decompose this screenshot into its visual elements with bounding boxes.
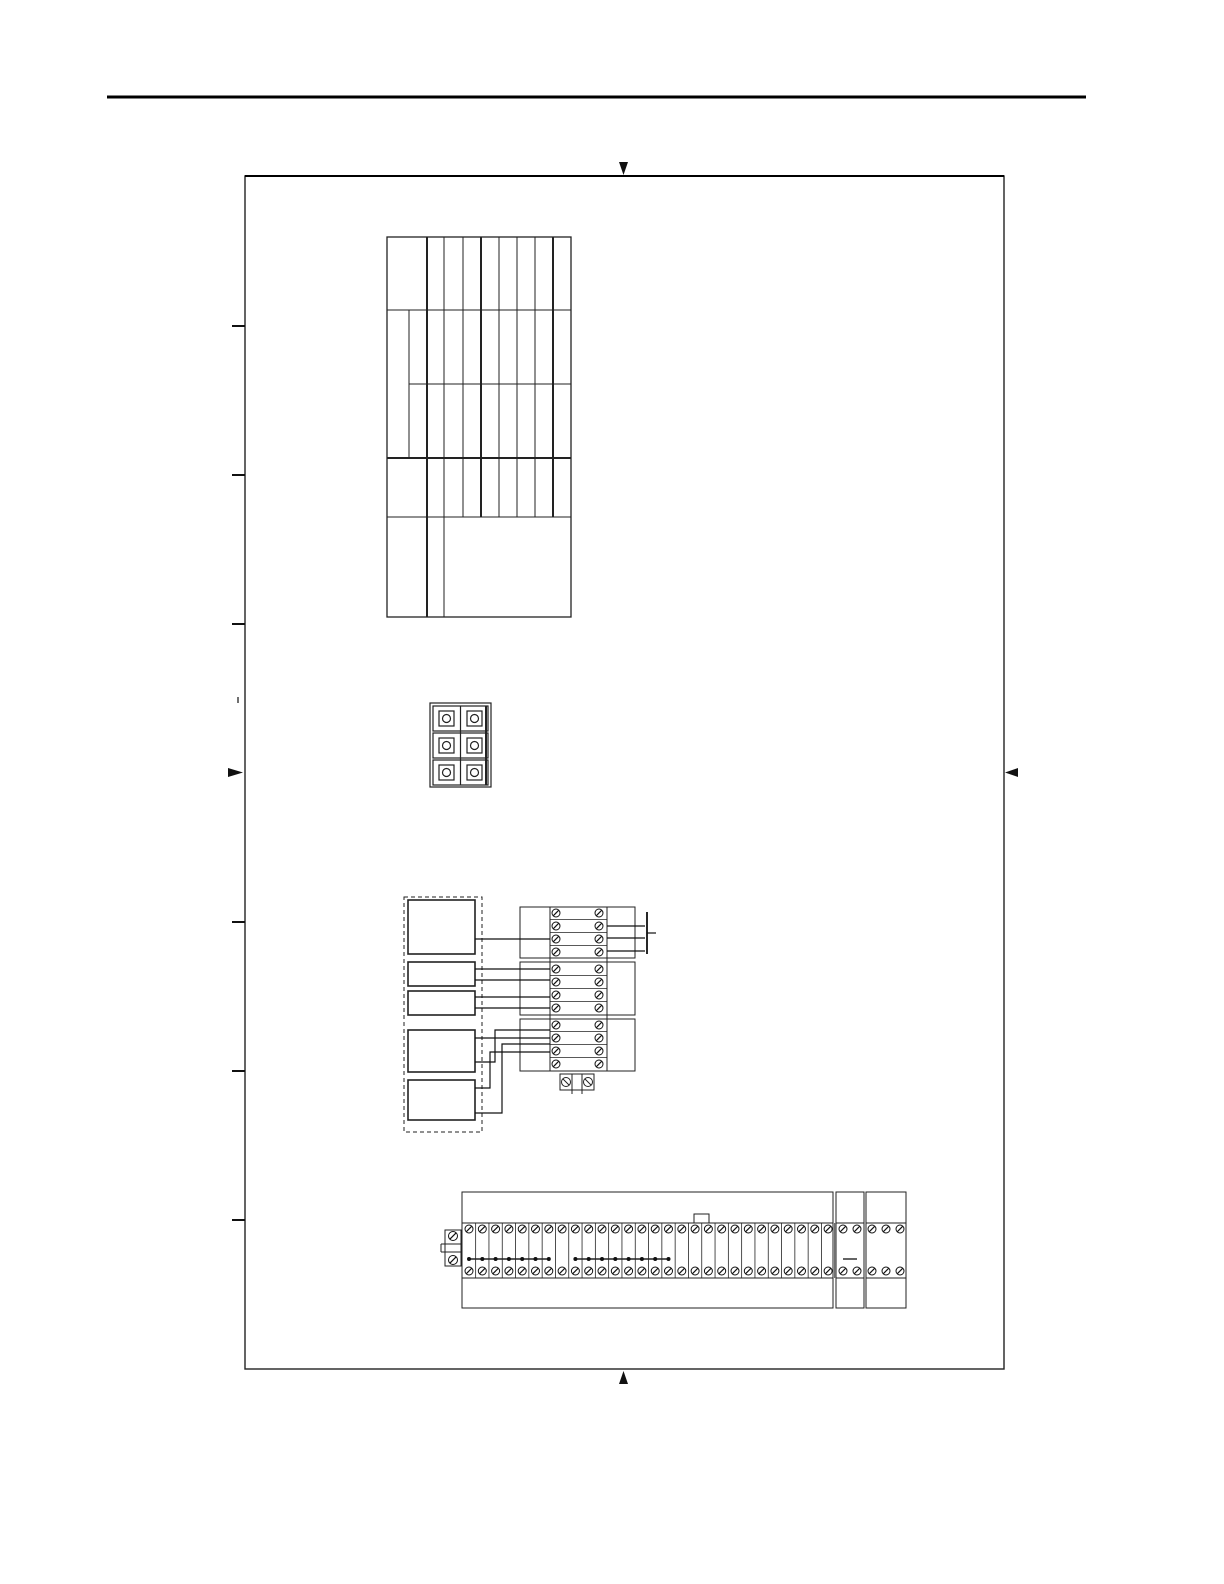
- panel-terminal-screw: [595, 1047, 603, 1055]
- panel-terminal-screw: [552, 1004, 560, 1012]
- strip-terminal-screw-bottom: [718, 1267, 726, 1275]
- strip-terminal-screw-top: [465, 1225, 473, 1233]
- strip-terminal-screw-bottom: [625, 1267, 633, 1275]
- strip-terminal-screw-top: [532, 1225, 540, 1233]
- strip-terminal-screw-bottom: [691, 1267, 699, 1275]
- strip-terminal-screw-bottom: [465, 1267, 473, 1275]
- end-block-screw: [896, 1267, 904, 1275]
- panel-terminal-screw: [552, 991, 560, 999]
- panel-terminal-screw: [552, 965, 560, 973]
- strip-jumper-point: [494, 1257, 498, 1261]
- end-block-screw: [853, 1267, 861, 1275]
- strip-terminal-screw-bottom: [492, 1267, 500, 1275]
- end-block-screw: [839, 1225, 847, 1233]
- strip-terminal-screw-bottom: [638, 1267, 646, 1275]
- panel-terminal-screw: [595, 909, 603, 917]
- module-5: [408, 1080, 475, 1120]
- strip-terminal-screw-bottom: [665, 1267, 673, 1275]
- strip-terminal-screw-bottom: [704, 1267, 712, 1275]
- strip-terminal-screw-top: [638, 1225, 646, 1233]
- strip-terminal-screw-top: [585, 1225, 593, 1233]
- end-block-screw: [839, 1267, 847, 1275]
- strip-terminal-screw-top: [518, 1225, 526, 1233]
- top-center-marker: [619, 162, 628, 175]
- strip-terminal-screw-top: [811, 1225, 819, 1233]
- strip-jumper-point: [467, 1257, 471, 1261]
- left-center-marker: [228, 768, 243, 777]
- panel-terminal-screw: [552, 1034, 560, 1042]
- end-block-screw: [882, 1267, 890, 1275]
- strip-terminal-screw-bottom: [545, 1267, 553, 1275]
- panel-terminal-screw: [595, 1004, 603, 1012]
- panel-terminal-screw: [595, 965, 603, 973]
- strip-jumper-point: [587, 1257, 591, 1261]
- drawing-frame: [245, 176, 1004, 1369]
- strip-jumper-point: [653, 1257, 657, 1261]
- strip-terminal-screw-top: [598, 1225, 606, 1233]
- strip-terminal-screw-top: [784, 1225, 792, 1233]
- panel-ground-clamp: [560, 1074, 594, 1094]
- strip-terminal-screw-bottom: [558, 1267, 566, 1275]
- strip-terminal-screw-bottom: [532, 1267, 540, 1275]
- strip-jumper-point: [507, 1257, 511, 1261]
- strip-terminal-screw-top: [625, 1225, 633, 1233]
- strip-jumper-point: [534, 1257, 538, 1261]
- panel-terminal-screw: [552, 922, 560, 930]
- center-markers: [228, 162, 1018, 1384]
- strip-terminal-screw-top: [771, 1225, 779, 1233]
- strip-terminal-screw-bottom: [571, 1267, 579, 1275]
- strip-terminal-screw-bottom: [758, 1267, 766, 1275]
- panel-terminal-screw: [595, 1034, 603, 1042]
- strip-terminal-screw-top: [545, 1225, 553, 1233]
- panel-terminal-screw: [552, 948, 560, 956]
- strip-jumper-point: [640, 1257, 644, 1261]
- panel-terminal-screw: [595, 978, 603, 986]
- panel-terminal-screw: [595, 922, 603, 930]
- panel-terminal-screw: [595, 935, 603, 943]
- end-block-screw: [853, 1225, 861, 1233]
- strip-terminal-screw-bottom: [478, 1267, 486, 1275]
- strip-jumper-point: [547, 1257, 551, 1261]
- strip-terminal-screw-bottom: [811, 1267, 819, 1275]
- panel-terminal-screw: [552, 978, 560, 986]
- strip-terminal-screw-bottom: [824, 1267, 832, 1275]
- bottom-center-marker: [619, 1371, 628, 1384]
- ground-clamp-screw: [449, 1232, 458, 1241]
- panel-terminal-screw: [595, 991, 603, 999]
- strip-terminal-screw-bottom: [598, 1267, 606, 1275]
- strip-terminal-screw-top: [558, 1225, 566, 1233]
- strip-terminal-screw-top: [731, 1225, 739, 1233]
- strip-terminal-screw-bottom: [585, 1267, 593, 1275]
- panel-terminal-screw: [595, 948, 603, 956]
- end-block-screw: [882, 1225, 890, 1233]
- panel-terminal-screw: [595, 1060, 603, 1068]
- strip-terminal-screw-bottom: [731, 1267, 739, 1275]
- strip-terminal-screw-bottom: [798, 1267, 806, 1275]
- strip-jumper-point: [573, 1257, 577, 1261]
- connector-block: [430, 703, 491, 787]
- strip-terminal-screw-top: [758, 1225, 766, 1233]
- panel-terminal-screw: [595, 1021, 603, 1029]
- panel-terminal-screw: [552, 935, 560, 943]
- strip-terminal-screw-bottom: [771, 1267, 779, 1275]
- panel-terminal-screw: [552, 1047, 560, 1055]
- strip-terminal-screw-bottom: [505, 1267, 513, 1275]
- end-block-screw: [896, 1225, 904, 1233]
- strip-terminal-screw-top: [691, 1225, 699, 1233]
- panel-terminal-screw: [552, 1021, 560, 1029]
- strip-terminal-screw-top: [824, 1225, 832, 1233]
- strip-terminal-screw-top: [798, 1225, 806, 1233]
- strip-terminal-screw-bottom: [651, 1267, 659, 1275]
- strip-terminal-screw-bottom: [611, 1267, 619, 1275]
- strip-terminal-screw-bottom: [678, 1267, 686, 1275]
- strip-terminal-screw-top: [665, 1225, 673, 1233]
- ground-clamp-screw: [449, 1256, 458, 1265]
- strip-terminal-screw-top: [478, 1225, 486, 1233]
- right-center-marker: [1005, 768, 1018, 777]
- strip-terminal-screw-top: [492, 1225, 500, 1233]
- end-block-screw: [868, 1225, 876, 1233]
- strip-jumper-point: [667, 1257, 671, 1261]
- terminal-strip: [441, 1192, 906, 1308]
- revision-table: [387, 237, 571, 617]
- strip-terminal-screw-top: [678, 1225, 686, 1233]
- interface-panel: [404, 897, 656, 1132]
- panel-terminal-screw: [552, 1060, 560, 1068]
- end-block-screw: [868, 1267, 876, 1275]
- strip-terminal-screw-top: [505, 1225, 513, 1233]
- strip-jumper-point: [613, 1257, 617, 1261]
- strip-terminal-screw-top: [718, 1225, 726, 1233]
- module-4: [408, 1030, 475, 1072]
- module-1: [408, 900, 475, 954]
- strip-jumper-point: [520, 1257, 524, 1261]
- strip-terminal-screw-top: [571, 1225, 579, 1233]
- strip-jumper-point: [627, 1257, 631, 1261]
- module-3: [408, 991, 475, 1015]
- strip-terminal-screw-bottom: [784, 1267, 792, 1275]
- strip-terminal-screw-top: [651, 1225, 659, 1233]
- strip-jumper-point: [480, 1257, 484, 1261]
- module-2: [408, 962, 475, 986]
- strip-terminal-screw-top: [744, 1225, 752, 1233]
- strip-jumper-point: [600, 1257, 604, 1261]
- strip-terminal-screw-bottom: [744, 1267, 752, 1275]
- strip-terminal-screw-top: [704, 1225, 712, 1233]
- strip-terminal-screw-bottom: [518, 1267, 526, 1275]
- strip-terminal-screw-top: [611, 1225, 619, 1233]
- panel-terminal-screw: [552, 909, 560, 917]
